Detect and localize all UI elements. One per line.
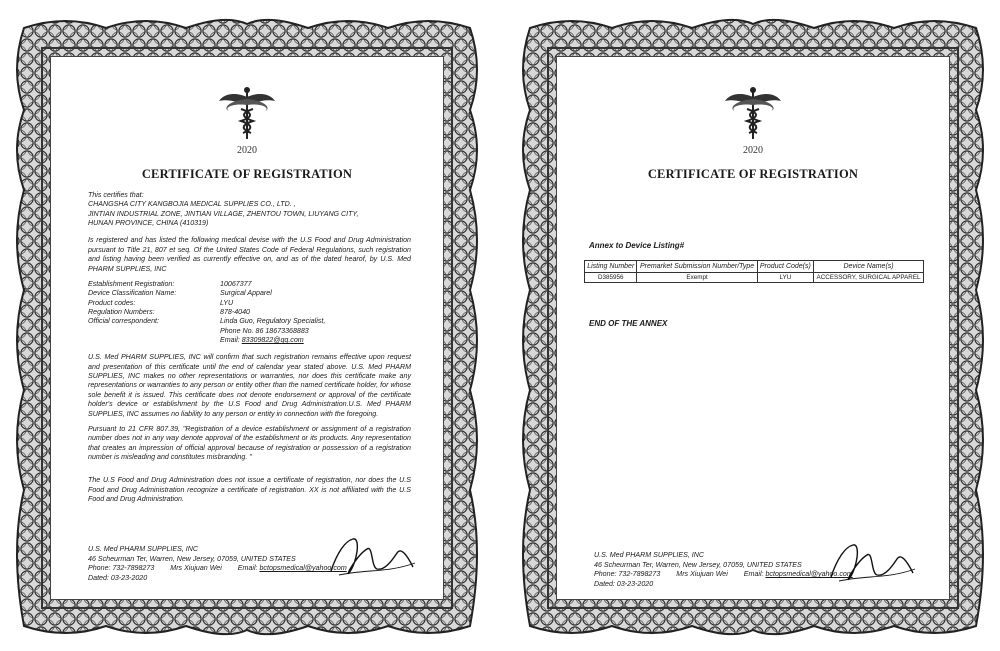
certificate-year: 2020 [743,145,763,156]
info-label: Establishment Registration: [88,279,175,288]
registration-info-table [88,280,411,346]
footer-person: Mrs Xiujuan Wei [170,564,222,573]
footer-address: 46 Scheurman Ter, Warren, New Jersey, 07059, UNITED STATES [594,560,802,569]
info-row [88,289,411,298]
certificate-year: 2020 [237,145,257,156]
annex-header-row [585,261,924,273]
footer-email-label: Email: [743,570,766,579]
certificate-title: CERTIFICATE OF REGISTRATION [141,167,353,181]
footer-person: Mrs Xiujuan Wei [676,570,728,579]
info-row [88,317,411,345]
footer-email-link[interactable]: bctopsmedical@yahoo.com [765,570,853,579]
info-label: Official correspondent: [88,317,159,326]
correspondent-email-link[interactable]: 83309822@qq.com [241,336,304,345]
certificate-paper [556,56,950,600]
annex-table [584,260,924,283]
correspondent-name: Linda Guo, Regulatory Specialist, [220,317,326,326]
device-name-cell: ACCESSORY, SURGICAL APPAREL [814,273,924,283]
info-value: LYU [220,298,234,307]
certificate-paper [50,56,444,600]
annex-heading: Annex to Device Listing# [589,241,685,250]
company-name: CHANGSHA CITY KANGBOJIA MEDICAL SUPPLIES CO., LTD. , [88,200,296,209]
correspondent-phone: Phone No. 86 18673368883 [220,326,309,335]
company-address-line1: JINTIAN INDUSTRIAL ZONE, JINTIAN VILLAGE, ZHENTOU TOWN, LIUYANG CITY, [88,209,359,218]
annex-col-header: Product Code(s) [757,261,813,273]
certificate-title: CERTIFICATE OF REGISTRATION [647,167,859,181]
annex-end-line: END OF THE ANNEX [589,319,668,328]
certificate-body [88,191,411,510]
premarket-cell: Exempt [637,273,757,283]
product-code-cell: LYU [757,273,813,283]
signature [327,533,417,579]
footer-email-link[interactable]: bctopsmedical@yahoo.com [259,564,347,573]
info-label: Regulation Numbers: [88,307,155,316]
footer-email-label: Email: [237,564,260,573]
annex-col-header: Device Name(s) [814,261,924,273]
info-value: Surgical Apparel [220,289,272,298]
registration-paragraph: Is registered and has listed the following medical devise with the U.S Food and Drug Administration pursuant to Title 21, 807 et seq. Of the United States Code of Federal Regulations, such registration and listing having been verified as currently effective on, and as of the dated hearof, by U.S. Med PHARM SUPPLIES, INC [88,236,411,273]
footer-date: Dated: 03-23-2020 [88,573,148,582]
listing-number-cell: D385956 [585,273,637,283]
table-row [585,273,924,283]
annex-col-header: Premarket Submission Number/Type [637,261,757,273]
disclaimer-paragraph: The U.S Food and Drug Administration does not issue a certificate of registration, nor does the U.S Food and Drug Administration recognize a certificate of registration. XX is not affiliated with the U.S Food and Drug Administration. [88,476,411,504]
footer-phone: Phone: 732-7898273 [594,570,661,579]
cfr-paragraph: Pursuant to 21 CFR 807.39, "Registration of a device establishment or assignment of a registration number does not in any way denote approval of the establishment or its products. Any representation that creates an impression of official approval because of registration or possession of a registration number is misleading and constitutes misbranding. " [88,424,411,461]
certificate-page-right [512,10,994,644]
certificate-page-left [6,10,488,644]
info-value: 878-4040 [220,307,250,316]
info-row [88,280,411,289]
footer-phone: Phone: 732-7898273 [88,564,155,573]
info-value [220,317,411,345]
info-value: 10067377 [220,279,252,288]
footer-address: 46 Scheurman Ter, Warren, New Jersey, 07059, UNITED STATES [88,554,296,563]
confirmation-paragraph: U.S. Med PHARM SUPPLIES, INC will confirm that such registration remains effective upon request and presentation of this certificate until the end of calendar year stated above. U.S. Med PHARM SUPPLIES, INC makes no other representations or warranties, nor does this certificate make any representations or warranties to any person or entity other than the named certificate holder, for whose sole benefit it is issued. This certificate does not denote endorsement or approval of the certificate holder's device or establishment by the U.S Food and Drug Administration.U.S. Med PHARM SUPPLIES, INC assumes no liability to any person or entity in connection with the foregoing. [88,353,411,418]
correspondent-email [220,336,411,345]
annex-col-header: Listing Number [585,261,637,273]
certifies-line: This certifies that: [88,191,144,199]
footer-date: Dated: 03-23-2020 [594,579,654,588]
caduceus-icon [217,85,277,141]
company-address-line2: HUNAN PROVINCE, CHINA (410319) [88,219,209,228]
info-label: Device Classification Name: [88,289,177,298]
footer-company: U.S. Med PHARM SUPPLIES, INC [88,545,198,553]
email-label: Email: [220,336,242,345]
info-row [88,308,411,317]
caduceus-icon [723,85,783,141]
info-label: Product codes: [88,298,136,307]
info-row [88,299,411,308]
signature [827,539,917,585]
footer-company: U.S. Med PHARM SUPPLIES, INC [594,551,704,559]
